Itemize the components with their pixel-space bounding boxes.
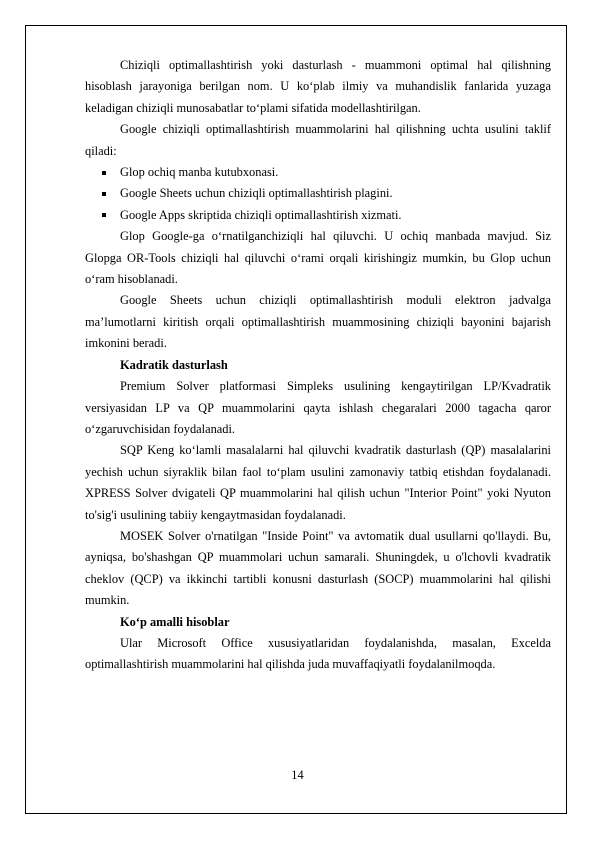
paragraph-glop: Glop Google-ga o‘rnatilganchiziqli hal qiluvchi. U ochiq manbada mavjud. Siz Glopga OR-Tools chiziqli hal qiluvchi o‘rami orqali kirishingiz mumkin, bu Glop uchun o‘ram hisoblanadi. bbox=[85, 229, 551, 287]
bullet-list bbox=[85, 162, 551, 226]
paragraph-premium-solver: Premium Solver platformasi Simpleks usulining kengaytirilgan LP/Kvadratik versiyasidan LP va QP muammolarini qayta ishlash chegaralari 2000 tagacha qaror o‘zgaruvchisidan foydalanadi. bbox=[85, 379, 551, 436]
paragraph-google-sheets: Google Sheets uchun chiziqli optimallashtirish moduli elektron jadvalga ma’lumotlarni kiritish orqali optimallashtirish muammosining chiziqli bayonini bajarish imkonini beradi. bbox=[85, 293, 551, 351]
list-item-text: Google Apps skriptida chiziqli optimallashtirish xizmati. bbox=[120, 207, 402, 222]
list-item bbox=[85, 183, 551, 204]
square-bullet-icon bbox=[102, 171, 106, 175]
paragraph-office: Ular Microsoft Office xususiyatlaridan foydalanishda, masalan, Excelda optimallashtirish muammolarini hal qilishda juda muvaffaqiyatli foydalanilmoqda. bbox=[85, 635, 551, 672]
section-heading-quadratic: Kadratik dasturlash bbox=[120, 357, 228, 372]
paragraph-mosek: MOSEK Solver o'rnatilgan "Inside Point" va avtomatik dual usullarni qo'llaydi. Bu, ayniqsa, bo'shashgan QP muammolari uchun samarali. Shuningdek, u o'lchovli kvadratik cheklov (QCP) va ikkinchi tartibli konusni dasturlash (SOCP) muammolarini hal qilishi mumkin. bbox=[85, 528, 551, 608]
document-body bbox=[85, 55, 551, 676]
paragraph-sqp: SQP Keng ko‘lamli masalalarni hal qiluvchi kvadratik dasturlash (QP) masalalarini yechish uchun siyraklik bilan faol to‘plam usulini zamonaviy tatbiq etishdan foydalanadi. XPRESS Solver dvigateli QP muammolarini hal qilish uchun "Interior Point" yoki Nyuton to'sig'i usulining tabiiy kengaytmasidan foydalanadi. bbox=[85, 443, 551, 522]
paragraph-google-methods: Google chiziqli optimallashtirish muammolarini hal qilishning uchta usulini taklif qiladi: bbox=[85, 122, 551, 158]
paragraph-intro: Chiziqli optimallashtirish yoki dasturlash - muammoni optimal hal qilishning hisoblash jarayoniga berilgan nom. U ko‘plab ilmiy va muhandislik fanlarida yuzaga keladigan chiziqli munosabatlar to‘plami sifatida modellashtirilgan. bbox=[85, 58, 551, 115]
section-heading-multi-operation: Ko‘p amalli hisoblar bbox=[120, 614, 230, 629]
list-item bbox=[85, 162, 551, 183]
square-bullet-icon bbox=[102, 192, 106, 196]
list-item-text: Glop ochiq manba kutubxonasi. bbox=[120, 165, 279, 180]
square-bullet-icon bbox=[102, 213, 106, 217]
list-item bbox=[85, 205, 551, 226]
page-number: 14 bbox=[291, 768, 304, 782]
list-item-text: Google Sheets uchun chiziqli optimallashtirish plagini. bbox=[120, 186, 393, 201]
